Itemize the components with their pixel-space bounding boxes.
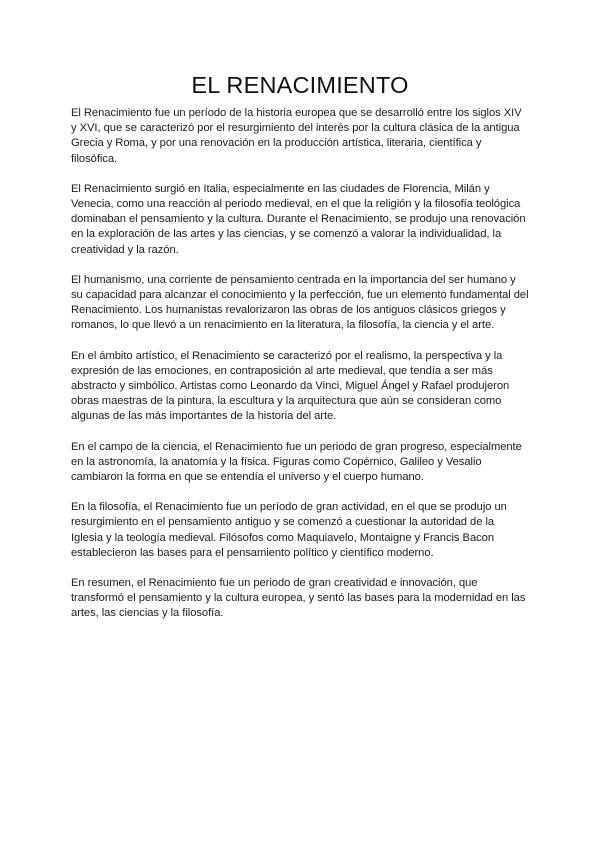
paragraph-summary: En resumen, el Renacimiento fue un periodo de gran creatividad e innovación, que transformó el pensamiento y la cultura europea, y sentó las bases para la modernidad en las artes, las ciencias y la filosofía. <box>71 577 526 620</box>
document-title: EL RENACIMIENTO <box>191 72 409 98</box>
paragraph-philosophy: En la filosofía, el Renacimiento fue un período de gran actividad, en el que se produjo un resurgimiento en el pensamiento antiguo y se comenzó a cuestionar la autoridad de la Iglesia y la teología medieval. Filósofos como Maquiavelo, Montaigne y Francis Bacon establecieron las bases para el pensamiento político y científico moderno. <box>71 501 507 559</box>
paragraph-art: En el ámbito artístico, el Renacimiento se caracterizó por el realismo, la perspectiva y la expresión de las emociones, en contraposición al arte medieval, que tendía a ser más abstracto y simbólico. Artistas como Leonardo da Vinci, Miguel Ángel y Rafael produjeron obras maestras de la pintura, la escultura y la arquitectura que aún se consideran como algunas de las más importantes de la historia del arte. <box>71 349 510 423</box>
paragraph-humanism: El humanismo, una corriente de pensamiento centrada en la importancia del ser humano y su capacidad para alcanzar el conocimiento y la perfección, fue un elemento fundamental del Renacimiento. Los humanistas revalorizaron las obras de los antiguos clásicos griegos y romanos, lo que llevó a un renacimiento en la literatura, la filosofía, la ciencia y el arte. <box>71 273 529 332</box>
paragraph-science: En el campo de la ciencia, el Renacimiento fue un periodo de gran progreso, especialmente en la astronomía, la anatomía y la física. Figuras como Copérnico, Galileo y Vesalio cambiaron la forma en que se entendía el universo y el cuerpo humano. <box>71 440 522 484</box>
paragraph-intro: El Renacimiento fue un período de la historia europea que se desarrolló entre los siglos XIV y XVI, que se caracterizó por el resurgimiento del interés por la cultura clásica de la antigua Grecia y Roma, y por una renovación en la producción artística, literaria, científica y filosófica. <box>71 107 522 165</box>
paragraph-origin: El Renacimiento surgió en Italia, especialmente en las ciudades de Florencia, Milán y Venecia, como una reacción al periodo medieval, en el que la religión y la filosofía teológica dominaban el pensamiento y la cultura. Durante el Renacimiento, se produjo una renovación en la exploración de las artes y las ciencias, y se comenzó a valorar la individualidad, la creatividad y la razón. <box>71 182 526 256</box>
